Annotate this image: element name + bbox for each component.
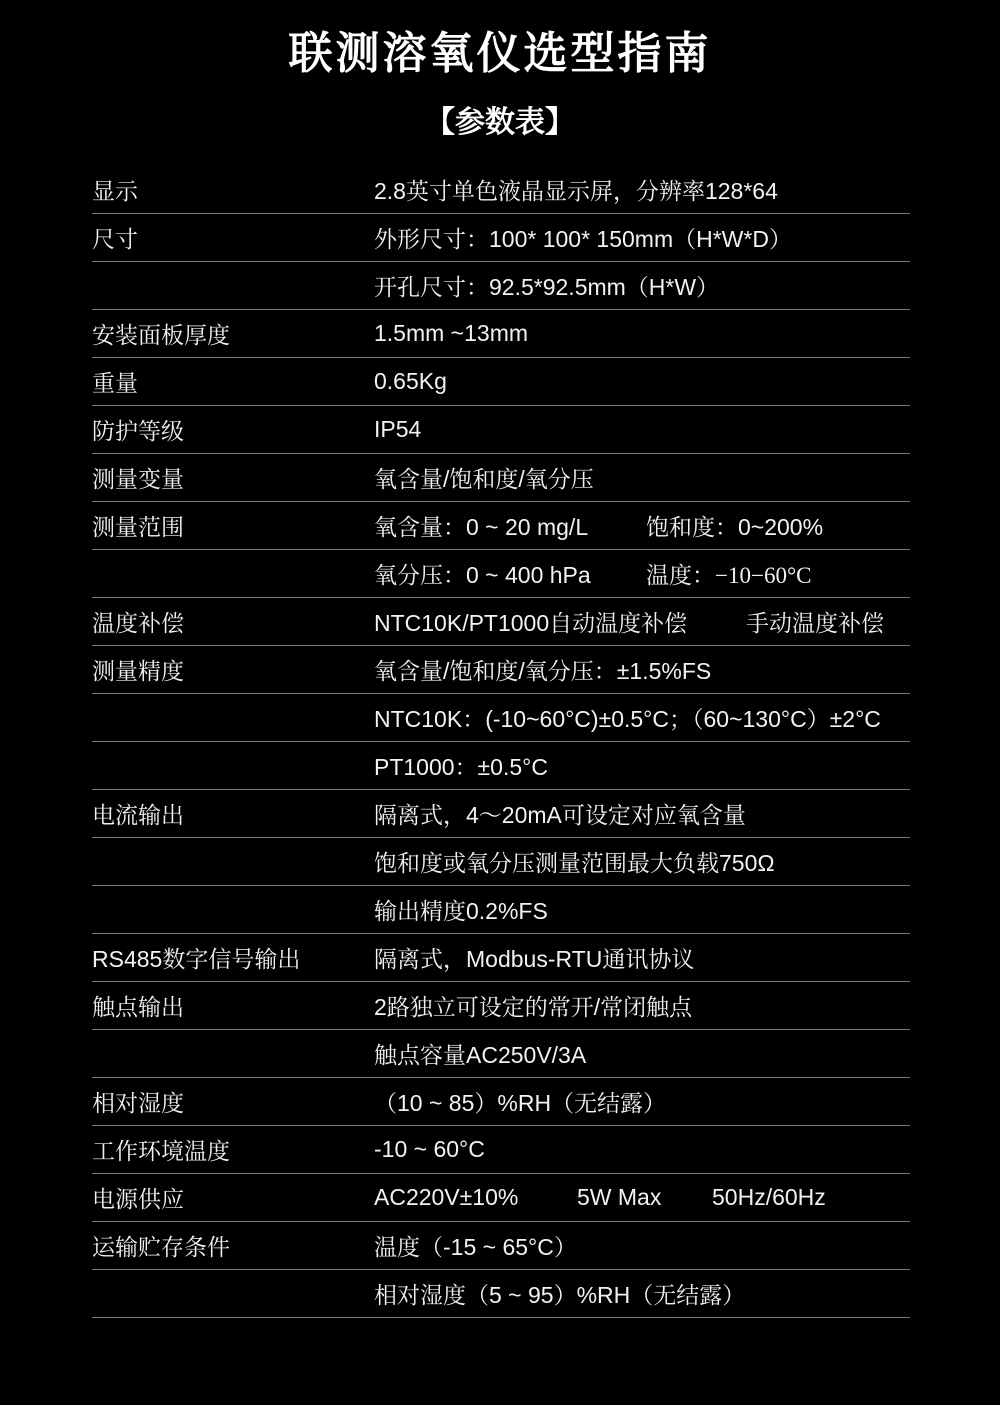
- row-value: [374, 368, 910, 395]
- value-cell: 隔离式，Modbus-RTU通讯协议: [374, 945, 695, 972]
- value-cell: 手动温度补偿: [746, 609, 884, 636]
- value-cell: 2.8英寸单色液晶显示屏，分辨率128*64: [374, 177, 778, 204]
- row-value: [374, 1229, 910, 1262]
- value-cell: 5W Max: [577, 1183, 662, 1210]
- page-title: 联测溶氧仪选型指南: [288, 29, 712, 78]
- table-row: [92, 166, 910, 214]
- value-cell: 外形尺寸：100* 100* 150mm（H*W*D）: [374, 225, 792, 252]
- value-cell: 饱和度：0~200%: [646, 513, 824, 540]
- table-row: [92, 214, 910, 262]
- table-row: [92, 358, 910, 406]
- table-row: [92, 310, 910, 358]
- value-cell: 触点容量AC250V/3A: [374, 1041, 587, 1068]
- row-value: [374, 1184, 910, 1211]
- value-cell: 氧分压：0 ~ 400 hPa: [374, 561, 591, 588]
- value-cell: 饱和度或氧分压测量范围最大负载750Ω: [374, 849, 775, 876]
- row-label: 工作环境温度: [92, 1137, 230, 1164]
- table-row: [92, 1222, 910, 1270]
- value-cell: -10 ~ 60°C: [374, 1135, 485, 1162]
- value-cell: （10 ~ 85）%RH（无结露）: [374, 1089, 667, 1116]
- value-cell: 相对湿度（5 ~ 95）%RH（无结露）: [374, 1281, 746, 1308]
- row-label: 防护等级: [92, 417, 184, 444]
- table-row: [92, 982, 910, 1030]
- table-row: [92, 742, 910, 790]
- value-cell: 隔离式，4～20mA可设定对应氧含量: [374, 801, 746, 828]
- table-row: [92, 838, 910, 886]
- value-cell: NTC10K/PT1000自动温度补偿: [374, 609, 688, 636]
- row-value: [374, 893, 910, 926]
- value-cell: 2路独立可设定的常开/常闭触点: [374, 993, 693, 1020]
- value-cell: 温度（-15 ~ 65°C）: [374, 1233, 577, 1260]
- table-row: [92, 934, 910, 982]
- value-cell: AC220V±10%: [374, 1183, 519, 1210]
- row-label: 相对湿度: [92, 1089, 184, 1116]
- table-row: [92, 694, 910, 742]
- row-value: [374, 1085, 910, 1118]
- row-value: [374, 845, 910, 878]
- table-row: [92, 790, 910, 838]
- table-row: [92, 646, 910, 694]
- row-value: [374, 1037, 910, 1070]
- value-cell: NTC10K：(-10~60°C)±0.5°C；（60~130°C）±2°C: [374, 705, 881, 732]
- row-label: 测量范围: [92, 513, 184, 540]
- row-value: [374, 173, 910, 206]
- row-value: [374, 989, 910, 1022]
- row-value: [374, 557, 910, 590]
- value-cell: 0.65Kg: [374, 367, 447, 394]
- table-row: [92, 598, 910, 646]
- row-value: [374, 1136, 910, 1163]
- row-value: [374, 320, 910, 347]
- row-label: 电流输出: [92, 801, 184, 828]
- row-label: 温度补偿: [92, 609, 184, 636]
- value-cell: 氧含量/饱和度/氧分压: [374, 465, 594, 492]
- row-value: [374, 461, 910, 494]
- value-cell: 输出精度0.2%FS: [374, 897, 548, 924]
- table-row: [92, 406, 910, 454]
- row-label: 电源供应: [92, 1185, 184, 1212]
- row-value: [374, 605, 910, 638]
- table-row: [92, 454, 910, 502]
- table-row: [92, 502, 910, 550]
- row-value: [374, 416, 910, 443]
- value-cell: 1.5mm ~13mm: [374, 319, 529, 346]
- value-cell: IP54: [374, 415, 422, 442]
- row-value: [374, 509, 910, 542]
- row-label: 重量: [92, 369, 138, 396]
- row-label: 运输贮存条件: [92, 1233, 230, 1260]
- spec-table: [92, 166, 910, 1318]
- row-value: [374, 701, 910, 734]
- row-label: 触点输出: [92, 993, 184, 1020]
- row-value: [374, 269, 910, 302]
- value-cell: 开孔尺寸：92.5*92.5mm（H*W）: [374, 273, 720, 300]
- row-label: 测量精度: [92, 657, 184, 684]
- row-value: [374, 797, 910, 830]
- row-label: RS485数字信号输出: [92, 945, 301, 972]
- row-label: 显示: [92, 177, 138, 204]
- row-label: 测量变量: [92, 465, 184, 492]
- table-row: [92, 262, 910, 310]
- value-cell: 50Hz/60Hz: [712, 1183, 826, 1210]
- row-label: 安装面板厚度: [92, 321, 230, 348]
- value-cell: 氧含量：0 ~ 20 mg/L: [374, 513, 589, 540]
- table-row: [92, 1078, 910, 1126]
- value-cell: 氧含量/饱和度/氧分压：±1.5%FS: [374, 657, 712, 684]
- table-row: [92, 1174, 910, 1222]
- value-cell: PT1000：±0.5°C: [374, 753, 548, 780]
- section-subtitle: 【参数表】: [425, 105, 575, 139]
- row-value: [374, 1277, 910, 1310]
- table-row: [92, 550, 910, 598]
- row-label: 尺寸: [92, 225, 138, 252]
- table-row: [92, 1270, 910, 1318]
- table-row: [92, 886, 910, 934]
- value-cell: 温度：−10−60°C: [646, 562, 812, 588]
- row-value: [374, 941, 910, 974]
- row-value: [374, 221, 910, 254]
- table-row: [92, 1126, 910, 1174]
- row-value: [374, 749, 910, 782]
- table-row: [92, 1030, 910, 1078]
- row-value: [374, 653, 910, 686]
